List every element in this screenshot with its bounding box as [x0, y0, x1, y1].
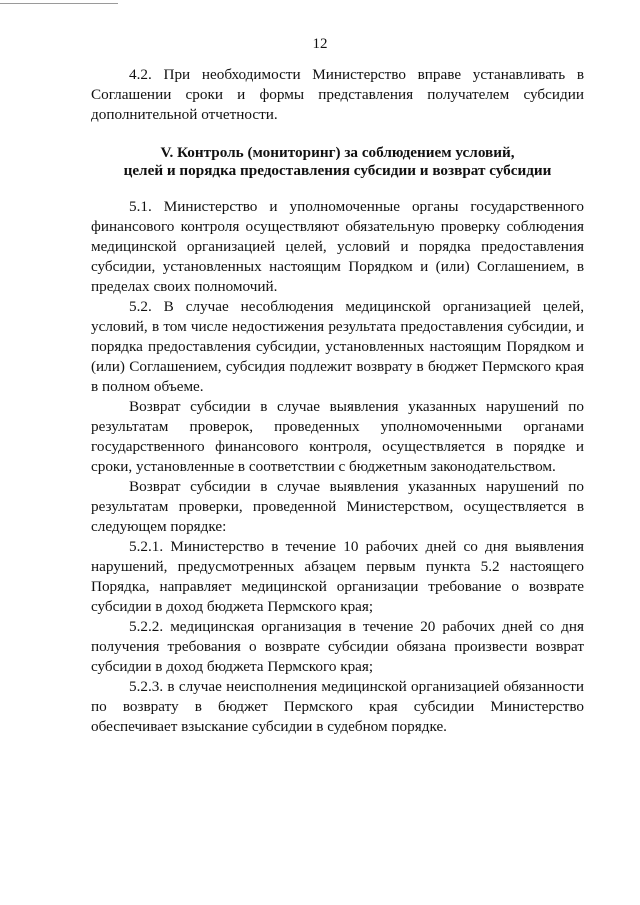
page-number: 12 — [312, 36, 328, 52]
paragraph-5-2-1: 5.2.1. Министерство в течение 10 рабочих дней со дня выявления нарушений, предусмотренных абзацем первым пункта 5.2 настоящего Порядка, направляет медицинской организации требование о возврате субсидии в доход бюджета Пермского края; — [91, 538, 584, 615]
paragraph-refund-by-ministry: Возврат субсидии в случае выявления указанных нарушений по результатам проверки, проведенной Министерством, осуществляется в следующем порядке: — [91, 478, 584, 535]
paragraph-4-2: 4.2. При необходимости Министерство вправе устанавливать в Соглашении сроки и формы представления получателем субсидии дополнительной отчетности. — [91, 66, 584, 123]
paragraph-5-2-3: 5.2.3. в случае неисполнения медицинской организацией обязанности по возврату в бюджет Пермского края субсидии Министерство обеспечивает взыскание субсидии в судебном порядке. — [91, 678, 584, 735]
paragraph-5-2: 5.2. В случае несоблюдения медицинской организацией целей, условий, в том числе недостижения результата предоставления субсидии, и порядка предоставления субсидии, установленных настоящим Порядком и (или) Соглашением, субсидия подлежит возврату в бюджет Пермского края в полном объеме. — [91, 298, 584, 395]
document-body — [91, 65, 584, 737]
paragraph-5-2-2: 5.2.2. медицинская организация в течение 20 рабочих дней со дня получения требования о возврате субсидии обязана произвести возврат субсидии в доход бюджета Пермского края; — [91, 618, 584, 675]
section-5-heading-line-2: целей и порядка предоставления субсидии и возврат субсидии — [123, 162, 552, 179]
paragraph-refund-by-control-bodies: Возврат субсидии в случае выявления указанных нарушений по результатам проверок, проведенных уполномоченными органами государственного финансового контроля, осуществляется в порядке и сроки, установленные в соответствии с бюджетным законодательством. — [91, 398, 584, 475]
paragraph-5-1: 5.1. Министерство и уполномоченные органы государственного финансового контроля осуществляют обязательную проверку соблюдения медицинской организацией целей, условий и порядка предоставления субсидии, установленных настоящим Порядком и (или) Соглашением, в пределах своих полномочий. — [91, 198, 584, 295]
section-5-heading — [91, 144, 584, 180]
section-5-heading-line-1: V. Контроль (мониторинг) за соблюдением условий, — [160, 144, 515, 161]
